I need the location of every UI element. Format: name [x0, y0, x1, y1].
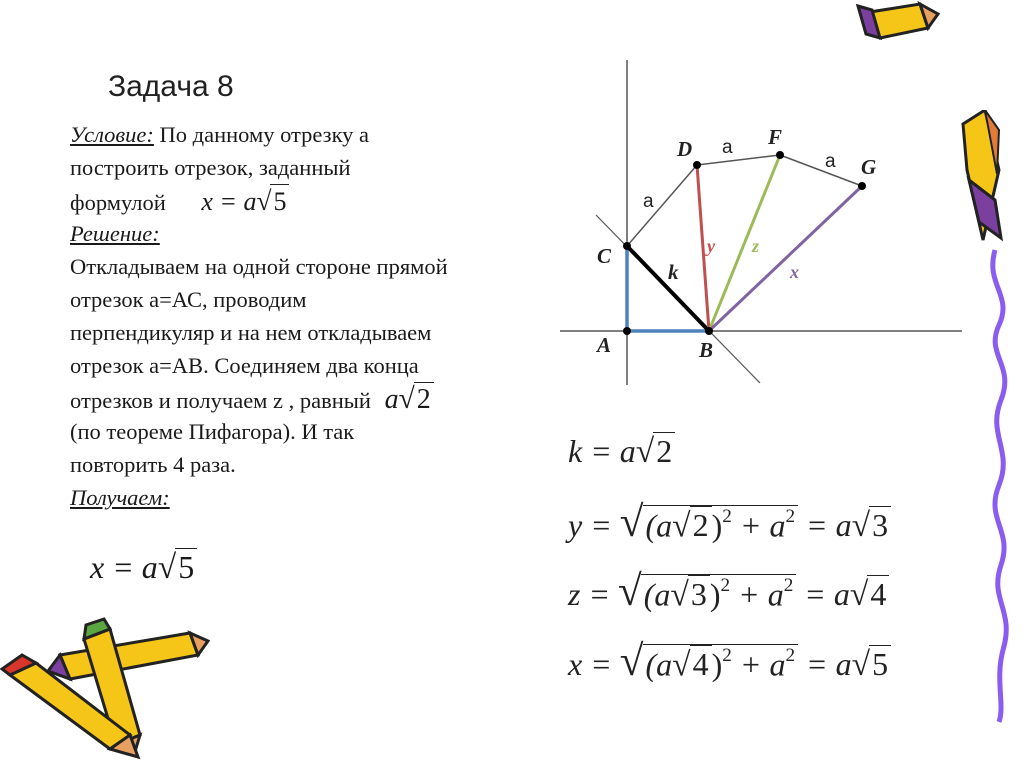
result-formula-radicand: 5: [175, 548, 197, 586]
equation-y: $y = √(a√2)^2 + a^2 = a√3$: [568, 498, 891, 547]
label-g: G: [861, 155, 877, 179]
result-label: Получаем:: [70, 485, 170, 510]
condition-formula-radicand: 5: [270, 184, 289, 218]
result-formula: x = a√5: [90, 548, 197, 587]
point-d-dot: [693, 161, 701, 169]
label-y: y: [707, 236, 715, 256]
equation-y-equals: = a: [798, 507, 852, 543]
equation-z-equals: = a: [796, 576, 850, 612]
label-a-fg: a: [825, 151, 836, 172]
pencils-clipart: [0, 615, 210, 765]
equation-y-inner-a: (a: [645, 507, 673, 543]
equation-k-lhs: k = a: [568, 433, 636, 469]
equation-y-inner-close: ): [711, 507, 723, 543]
solution-line-5: [70, 382, 434, 417]
equation-z-inner-close: ): [709, 576, 721, 612]
solution-line-2: отрезок а=АС, проводим: [70, 287, 307, 312]
equation-z-result-radicand: 4: [867, 575, 889, 613]
equation-k: k = a√2: [568, 432, 675, 471]
equation-y-lhs: y =: [568, 507, 620, 543]
equation-x-inner-a: (a: [645, 646, 673, 682]
point-f-dot: [776, 151, 784, 159]
equation-z-plus-exponent: 2: [783, 574, 794, 596]
label-a-df: a: [722, 137, 733, 158]
label-x: x: [790, 262, 799, 282]
segment-k: [627, 246, 709, 331]
equation-x-equals: = a: [798, 646, 852, 682]
task-title: Задача 8: [108, 70, 234, 103]
point-c-dot: [623, 242, 631, 250]
equation-y-plus: + a: [731, 507, 786, 543]
equation-x: $x = √(a√4)^2 + a^2 = a√5$: [568, 637, 891, 686]
point-b-dot: [705, 327, 713, 335]
equation-x-exponent: 2: [722, 644, 732, 666]
segment-df: [697, 155, 780, 165]
inline-formula: a√2: [385, 384, 434, 415]
equation-z-exponent: 2: [720, 574, 731, 596]
condition-text-1: По данному отрезку а: [153, 122, 370, 147]
equation-x-result-radicand: 5: [869, 645, 891, 683]
solution-line-3: перпендикуляр и на нем откладываем: [70, 320, 432, 345]
segment-cd: [627, 165, 697, 246]
equation-x-lhs: x =: [568, 646, 620, 682]
condition-formula-lhs: x = a: [201, 187, 257, 216]
condition-line-3: [70, 184, 289, 219]
equation-z: $z = √(a√3)^2 + a^2 = a√4$: [568, 567, 889, 616]
pencil-clipart-top: [850, 0, 940, 50]
label-k: k: [668, 260, 679, 284]
equation-y-result-radicand: 3: [869, 506, 891, 544]
equation-x-radicand: $(a√4)^2 + a^2$: [643, 644, 799, 684]
segment-x: [709, 186, 862, 331]
condition-text-3: формулой: [70, 190, 166, 215]
label-f: F: [768, 125, 783, 149]
condition-label: Условие:: [70, 122, 154, 147]
solution-line-1: Откладываем на одной стороне прямой: [70, 254, 448, 279]
label-a: A: [597, 333, 612, 357]
equation-y-radicand: $(a√2)^2 + a^2$: [643, 505, 799, 545]
segment-z: [709, 155, 780, 331]
result-formula-lhs: x = a: [90, 549, 158, 585]
equation-z-inner-a: (a: [643, 576, 671, 612]
equation-x-inner-close: ): [711, 646, 723, 682]
equation-x-plus: + a: [731, 646, 786, 682]
equation-y-exponent: 2: [722, 505, 732, 527]
point-g-dot: [858, 182, 866, 190]
equation-y-inner-radicand: 2: [690, 506, 712, 544]
solution-line-4: отрезок а=АВ. Соединяем два конца: [70, 353, 419, 378]
equation-z-radicand: $(a√3)^2 + a^2$: [641, 574, 797, 614]
label-c: C: [597, 244, 612, 268]
equation-k-radicand: 2: [653, 432, 675, 470]
condition-line-2: построить отрезок, заданный: [70, 155, 351, 180]
equation-z-inner-radicand: 3: [688, 575, 710, 613]
condition-formula: x = a√5: [201, 187, 289, 216]
equation-z-lhs: z =: [568, 576, 619, 612]
condition-line-1: [70, 118, 369, 151]
label-b: B: [699, 338, 714, 362]
solution-line-7: повторить 4 раза.: [70, 452, 236, 477]
inline-formula-radicand: 2: [414, 382, 434, 416]
label-d: D: [677, 137, 693, 161]
equation-x-plus-exponent: 2: [785, 644, 796, 666]
equation-x-inner-radicand: 4: [690, 645, 712, 683]
decorative-border: [955, 110, 1024, 730]
label-z: z: [752, 236, 760, 256]
segment-fg: [780, 155, 862, 186]
inline-formula-a: a: [384, 384, 399, 415]
equation-z-plus: + a: [730, 576, 784, 612]
equation-y-plus-exponent: 2: [785, 505, 796, 527]
solution-label: Решение:: [70, 221, 160, 246]
solution-text-5: отрезков и получаем z , равный: [70, 388, 371, 413]
solution-line-6: (по теореме Пифагора). И так: [70, 419, 355, 444]
label-a-cd: a: [643, 191, 654, 212]
point-a-dot: [623, 327, 631, 335]
